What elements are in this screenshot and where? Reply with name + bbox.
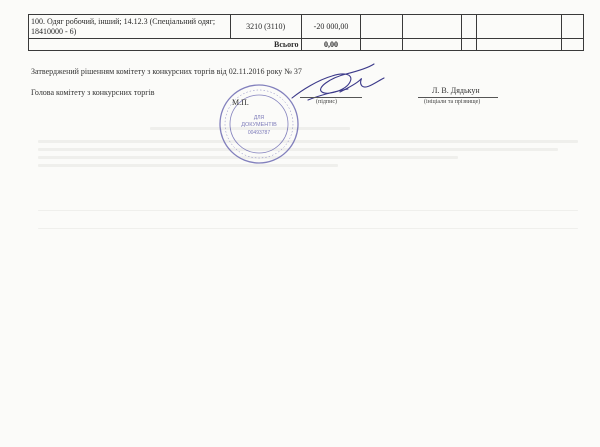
approval-text: Затверджений рішенням комітету з конкурсних торгів від 02.11.2016 року № 37 — [31, 67, 302, 76]
signature-line — [300, 97, 362, 98]
handwritten-signature — [288, 62, 392, 106]
financing-table — [28, 14, 584, 51]
empty-cell — [477, 39, 562, 51]
chairman-name: Л. В. Дядькун — [432, 86, 480, 95]
bleed-through — [38, 210, 578, 211]
bleed-through — [38, 140, 578, 143]
code-cell: 3210 (3110) — [230, 15, 301, 39]
stamp-center-text-2: ДОКУМЕНТІВ — [241, 122, 277, 128]
bleed-through — [38, 228, 578, 229]
total-value: 0,00 — [301, 39, 361, 51]
table-row — [29, 15, 584, 39]
empty-cell — [462, 39, 477, 51]
amount-cell: -20 000,00 — [301, 15, 361, 39]
mp-label: М.П. — [232, 98, 249, 107]
total-row — [29, 39, 584, 51]
stamp-center-text: ДЛЯ — [253, 115, 265, 121]
signature-caption: (підпис) — [316, 99, 338, 105]
empty-cell — [477, 15, 562, 39]
empty-cell — [361, 15, 403, 39]
empty-cell — [462, 15, 477, 39]
empty-cell — [561, 39, 583, 51]
empty-cell — [361, 39, 403, 51]
empty-cell — [403, 39, 462, 51]
chairman-label: Голова комітету з конкурсних торгів — [31, 88, 155, 97]
name-caption: (ініціали та прізвище) — [424, 99, 481, 105]
empty-cell — [561, 15, 583, 39]
name-line — [418, 97, 498, 98]
total-label: Всього — [29, 39, 302, 51]
empty-cell — [403, 15, 462, 39]
item-name-cell: 100. Одяг робочий, інший; 14.12.3 (Спеціальний одяг; 18410000 - 6) — [29, 15, 231, 39]
stamp-code: 00493787 — [247, 130, 271, 136]
